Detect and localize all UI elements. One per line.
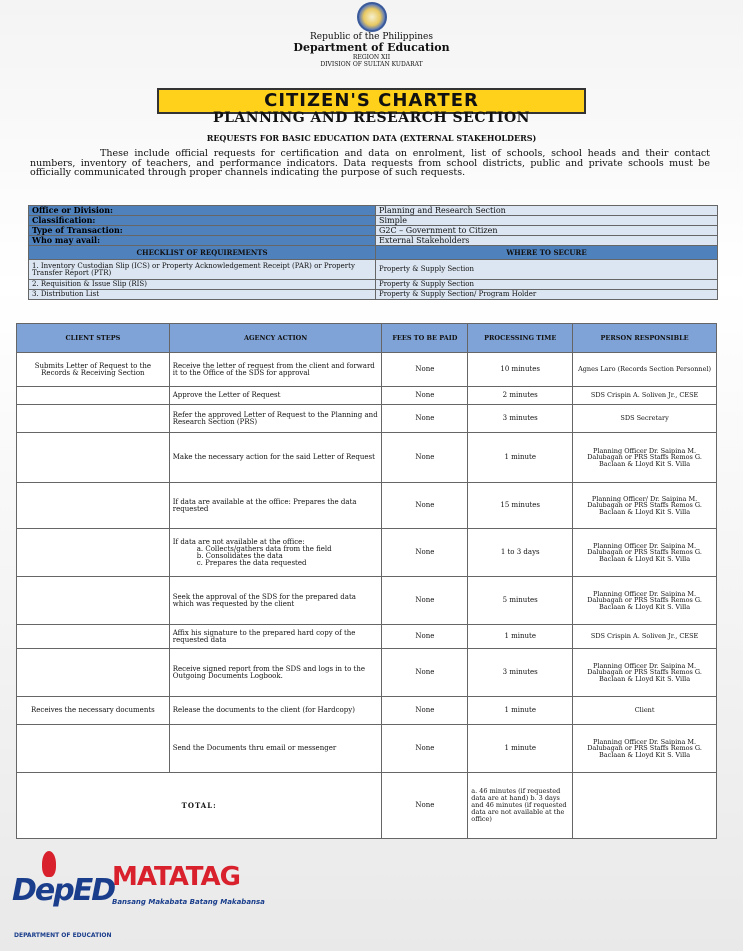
fee: None — [382, 405, 468, 433]
requirement-row — [29, 290, 718, 300]
processing-time: 5 minutes — [468, 577, 573, 625]
fee: None — [382, 483, 468, 529]
requirement-where: Property & Supply Section — [376, 260, 718, 280]
process-steps-table — [16, 323, 717, 839]
client-step: Submits Letter of Request to the Records & Receiving Section — [17, 353, 170, 387]
agency-action: Make the necessary action for the said Letter of Request — [169, 433, 382, 483]
total-fee: None — [382, 773, 468, 839]
step-row — [17, 483, 717, 529]
transaction-type-row — [29, 226, 718, 236]
office-row — [29, 206, 718, 216]
client-step-empty — [17, 405, 170, 433]
total-row — [17, 773, 717, 839]
requirement-row — [29, 280, 718, 290]
checklist-header-row — [29, 246, 718, 260]
department-line: Department of Education — [293, 41, 450, 54]
deped-logo — [12, 851, 115, 946]
section-title: PLANNING AND RESEARCH SECTION — [213, 110, 530, 126]
agency-action: Send the Documents thru email or messenger — [169, 725, 382, 773]
fee: None — [382, 433, 468, 483]
step-row — [17, 387, 717, 405]
fee: None — [382, 625, 468, 649]
client-step-empty — [17, 433, 170, 483]
person-responsible: SDS Crispin A. Soliven Jr., CESE — [573, 625, 717, 649]
deped-seal-icon — [357, 2, 387, 32]
step-row — [17, 625, 717, 649]
client-step-empty — [17, 387, 170, 405]
processing-time-header: PROCESSING TIME — [468, 324, 573, 353]
checklist-header: CHECKLIST OF REQUIREMENTS — [29, 246, 376, 260]
step-row — [17, 649, 717, 697]
who-may-avail-row — [29, 236, 718, 246]
classification-label: Classification: — [29, 216, 376, 226]
matatag-tagline: Bansang Makabata Batang Makabansa — [112, 898, 265, 906]
person-responsible: Planning Officer Dr. Saipina M. Dalubagan or PRS Staffs Remos G. Baclaan & Lloyd Kit S. Villa — [573, 577, 717, 625]
total-label: TOTAL: — [17, 773, 382, 839]
office-label: Office or Division: — [29, 206, 376, 216]
deped-logo-subtext: DEPARTMENT OF EDUCATION — [14, 932, 112, 939]
fee: None — [382, 387, 468, 405]
step-row — [17, 353, 717, 387]
letterhead — [0, 2, 743, 68]
person-responsible: Planning Officer Dr. Saipina M. Dalubagan or PRS Staffs Remos G. Baclaan & Lloyd Kit S. Villa — [573, 725, 717, 773]
client-step-empty — [17, 483, 170, 529]
client-step-empty — [17, 625, 170, 649]
person-responsible: Planning Officer/ Dr. Saipina M. Dalubagan or PRS Staffs Remos G. Baclaan & Lloyd Kit S. Villa — [573, 483, 717, 529]
person-responsible: Planning Officer Dr. Saipina M. Dalubagan or PRS Staffs Remos G. Baclaan & Lloyd Kit S. Villa — [573, 529, 717, 577]
requirement-item: 2. Requisition & Issue Slip (RIS) — [29, 280, 376, 290]
processing-time: 15 minutes — [468, 483, 573, 529]
republic-line: Republic of the Philippines — [310, 32, 433, 42]
person-responsible-header: PERSON RESPONSIBLE — [573, 324, 717, 353]
client-step-empty — [17, 529, 170, 577]
total-person-empty — [573, 773, 717, 839]
client-step: Receives the necessary documents — [17, 697, 170, 725]
total-processing-time: a. 46 minutes (if requested data are at hand) b. 3 days and 46 minutes (if requested data are not available at the office) — [468, 773, 573, 839]
requirement-row — [29, 260, 718, 280]
processing-time: 1 to 3 days — [468, 529, 573, 577]
agency-action: Receive signed report from the SDS and logs in to the Outgoing Documents Logbook. — [169, 649, 382, 697]
fee: None — [382, 577, 468, 625]
classification-value: Simple — [376, 216, 718, 226]
step-row — [17, 725, 717, 773]
agency-action: Affix his signature to the prepared hard copy of the requested data — [169, 625, 382, 649]
service-subtitle: REQUESTS FOR BASIC EDUCATION DATA (EXTERNAL STAKEHOLDERS) — [206, 133, 537, 143]
classification-row — [29, 216, 718, 226]
region-line: REGION XII — [352, 54, 391, 61]
client-steps-header: CLIENT STEPS — [17, 324, 170, 353]
processing-time: 1 minute — [468, 625, 573, 649]
person-responsible: Planning Officer Dr. Saipina M. Dalubagan or PRS Staffs Remos G. Baclaan & Lloyd Kit S. Villa — [573, 649, 717, 697]
agency-action: Refer the approved Letter of Request to the Planning and Research Section (PRS) — [169, 405, 382, 433]
step-row — [17, 697, 717, 725]
client-step-empty — [17, 725, 170, 773]
person-responsible: Agnes Laro (Records Section Personnel) — [573, 353, 717, 387]
intro-paragraph: These include official requests for certification and data on enrolment, list of schools, school heads and their contact numbers, inventory of teachers, and performance indicators. Data requests from school districts, public and private schools must be officially communicated through proper channels indicating the purpose of such requests. — [30, 148, 710, 178]
transaction-type-value: G2C – Government to Citizen — [376, 226, 718, 236]
office-value: Planning and Research Section — [376, 206, 718, 216]
person-responsible: Client — [573, 697, 717, 725]
requirement-where: Property & Supply Section — [376, 280, 718, 290]
processing-time: 1 minute — [468, 433, 573, 483]
fee: None — [382, 697, 468, 725]
processing-time: 3 minutes — [468, 649, 573, 697]
client-step-empty — [17, 577, 170, 625]
action-substep: c. Prepares the data requested — [196, 558, 307, 567]
requirement-where: Property & Supply Section/ Program Holder — [376, 290, 718, 300]
agency-action-header: AGENCY ACTION — [169, 324, 382, 353]
step-row — [17, 405, 717, 433]
processing-time: 1 minute — [468, 725, 573, 773]
agency-action: Approve the Letter of Request — [169, 387, 382, 405]
step-row — [17, 529, 717, 577]
person-responsible: SDS Secretary — [573, 405, 717, 433]
who-may-avail-label: Who may avail: — [29, 236, 376, 246]
requirement-item: 3. Distribution List — [29, 290, 376, 300]
fee: None — [382, 353, 468, 387]
person-responsible: Planning Officer Dr. Saipina M. Dalubagan or PRS Staffs Remos G. Baclaan & Lloyd Kit S. Villa — [573, 433, 717, 483]
steps-header-row — [17, 324, 717, 353]
agency-action: If data are available at the office: Prepares the data requested — [169, 483, 382, 529]
where-to-secure-header: WHERE TO SECURE — [376, 246, 718, 260]
requirement-item: 1. Inventory Custodian Slip (ICS) or Property Acknowledgement Receipt (PAR) or Property Transfer Report (PTR) — [29, 260, 376, 280]
matatag-wordmark: MATATAG — [112, 862, 240, 892]
processing-time: 1 minute — [468, 697, 573, 725]
agency-action: Receive the letter of request from the client and forward it to the Office of the SDS for approval — [169, 353, 382, 387]
step-row — [17, 577, 717, 625]
action-substep: b. Consolidates the data — [196, 551, 283, 560]
agency-action: Seek the approval of the SDS for the prepared data which was requested by the client — [169, 577, 382, 625]
person-responsible: SDS Crispin A. Soliven Jr., CESE — [573, 387, 717, 405]
step-row — [17, 433, 717, 483]
fee: None — [382, 529, 468, 577]
deped-wordmark: DepED — [12, 873, 115, 908]
division-line: DIVISION OF SULTAN KUDARAT — [320, 61, 423, 68]
service-info-table — [28, 205, 718, 300]
agency-action: Release the documents to the client (for Hardcopy) — [169, 697, 382, 725]
action-substep: a. Collects/gathers data from the field — [196, 544, 332, 553]
transaction-type-label: Type of Transaction: — [29, 226, 376, 236]
processing-time: 10 minutes — [468, 353, 573, 387]
fee: None — [382, 725, 468, 773]
who-may-avail-value: External Stakeholders — [376, 236, 718, 246]
processing-time: 3 minutes — [468, 405, 573, 433]
agency-action — [169, 529, 382, 577]
action-intro: If data are not available at the office: — [172, 537, 305, 546]
client-step-empty — [17, 649, 170, 697]
citizens-charter-banner: CITIZEN'S CHARTER — [157, 88, 586, 114]
matatag-logo — [112, 862, 265, 942]
fee: None — [382, 649, 468, 697]
processing-time: 2 minutes — [468, 387, 573, 405]
fees-header: FEES TO BE PAID — [382, 324, 468, 353]
